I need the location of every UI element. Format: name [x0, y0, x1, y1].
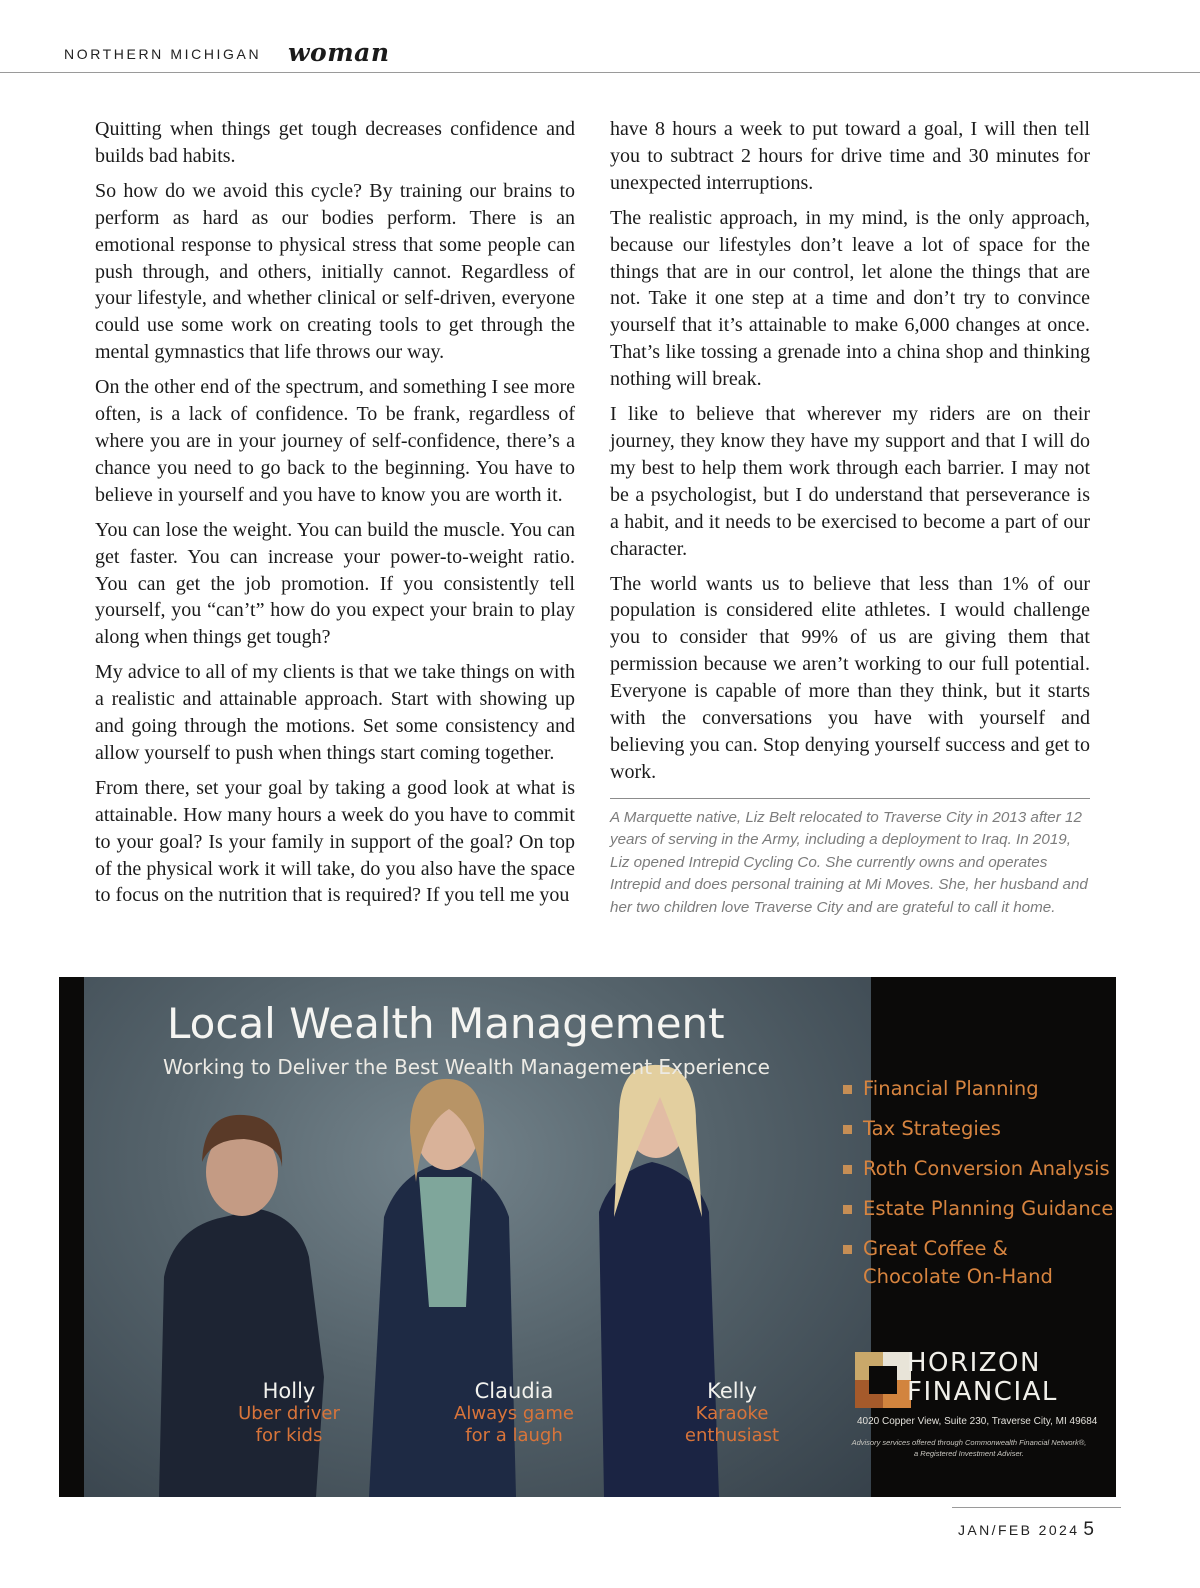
article-paragraph: You can lose the weight. You can build the muscle. You can get faster. You can increase your power-to-weight ratio. You can get the job promotion. If you consistently tell yourself, you “can’t” how do you expect your brain to play along when things get tough?	[95, 518, 575, 649]
article-right-column	[610, 116, 1090, 919]
page-number: 5	[1083, 1519, 1094, 1540]
company-name: HORIZON FINANCIAL	[907, 1348, 1058, 1407]
service-item: Estate Planning Guidance	[843, 1195, 1113, 1223]
ad-title: Local Wealth Management	[167, 999, 725, 1048]
advisor-description: enthusiast	[684, 1425, 780, 1446]
author-bio: A Marquette native, Liz Belt relocated to Traverse City in 2013 after 12 years of serving in the Army, including a deployment to Iraq. In 2019, Liz opened Intrepid Cycling Co. She currently owns and operates Intrepid and does personal training at Mi Moves. She, her husband and her two children love Traverse City and are grateful to call it home.	[610, 808, 1088, 916]
square-bullet-icon	[843, 1125, 852, 1134]
advisor-description: Uber driver	[238, 1403, 340, 1424]
article-paragraph: From there, set your goal by taking a good look at what is attainable. How many hours a week do you have to commit to your goal? Is your family in support of the goal? On top of the physical work it will take, do you also have the space to focus on the nutrition that is required? If you tell me you	[95, 776, 575, 907]
service-item: Financial Planning	[843, 1075, 1113, 1103]
issue-date: JAN/FEB 2024	[958, 1522, 1080, 1538]
article-paragraph: The realistic approach, in my mind, is the only approach, because our lifestyles don’t leave a lot of space for the things that are in our control, let alone the things that are not. Take it one step at a time and don’t try to convince yourself that it’s attainable to make 6,000 changes at once. That’s like tossing a grenade into a china shop and thinking nothing will break.	[610, 206, 1090, 391]
advisory-disclaimer: Advisory services offered through Commonwealth Financial Network®, a Registered Investment Adviser.	[851, 1438, 1087, 1458]
company-address: 4020 Copper View, Suite 230, Traverse City, MI 49684	[857, 1416, 1098, 1427]
square-bullet-icon	[843, 1205, 852, 1214]
magazine-name: NORTHERN MICHIGAN	[64, 46, 262, 62]
page-footer	[958, 1519, 1094, 1541]
square-bullet-icon	[843, 1165, 852, 1174]
footer-divider	[952, 1507, 1121, 1508]
article-paragraph: So how do we avoid this cycle? By training our brains to perform as hard as our bodies perform. There is an emotional response to physical stress that some people can push through, and others, initially cannot. Regardless of your lifestyle, and whether clinical or self-driven, everyone could use some work on creating tools to get through the mental gymnastics that life throws our way.	[95, 179, 575, 364]
article-paragraph: My advice to all of my clients is that we take things on with a realistic and attainable approach. Start with showing up and going through the motions. Set some consistency and allow yourself to push when things start coming together.	[95, 661, 575, 764]
square-bullet-icon	[843, 1245, 852, 1254]
article-paragraph: The world wants us to believe that less than 1% of our population is considered elite athletes. I would challenge you to consider that 99% of us are giving them that permission because we aren’t working to our full potential. Everyone is capable of more than they think, but it starts with the conversations you have with yourself and believing you can. Stop denying yourself success and get to work.	[610, 572, 1090, 783]
bio-divider	[610, 798, 1090, 799]
horizon-financial-advertisement[interactable]	[59, 977, 1116, 1497]
advisor-name: Holly	[262, 1379, 316, 1403]
horizon-financial-logo-icon	[855, 1352, 911, 1408]
advisor-description: Karaoke	[695, 1403, 769, 1424]
article-paragraph: On the other end of the spectrum, and something I see more often, is a lack of confidence. To be frank, regardless of where you are in your journey of self-confidence, there’s a chance you need to go back to the beginning. You have to believe in yourself and you have to know you are worth it.	[95, 376, 575, 506]
advisor-caption-kelly	[674, 1379, 790, 1447]
advisor-caption-claudia	[449, 1379, 579, 1447]
advisor-description: for a laugh	[465, 1425, 563, 1446]
article-left-column	[95, 116, 575, 917]
advisor-description: Always game	[454, 1403, 574, 1424]
ad-subtitle: Working to Deliver the Best Wealth Management Experience	[163, 1055, 770, 1079]
services-list	[843, 1075, 1113, 1303]
advisor-name: Claudia	[474, 1379, 554, 1403]
square-bullet-icon	[843, 1085, 852, 1094]
article-paragraph: have 8 hours a week to put toward a goal, I will then tell you to subtract 2 hours for drive time and 30 minutes for unexpected interruptions.	[610, 118, 1090, 194]
article-paragraph: Quitting when things get tough decreases confidence and builds bad habits.	[95, 118, 575, 167]
magazine-script-title: woman	[288, 38, 390, 67]
advisor-description: for kids	[255, 1425, 323, 1446]
advisor-caption-holly	[229, 1379, 349, 1447]
advisor-name: Kelly	[707, 1379, 757, 1403]
magazine-header	[0, 38, 1200, 73]
article-paragraph: I like to believe that wherever my riders are on their journey, they know they have my support and that I will do my best to help them work through each barrier. I may not be a psychologist, but I do understand that perseverance is a habit, and it needs to be exercised to become a part of our character.	[610, 403, 1090, 560]
service-item: Roth Conversion Analysis	[843, 1155, 1113, 1183]
service-item: Tax Strategies	[843, 1115, 1113, 1143]
service-item: Great Coffee & Chocolate On-Hand	[843, 1235, 1093, 1291]
